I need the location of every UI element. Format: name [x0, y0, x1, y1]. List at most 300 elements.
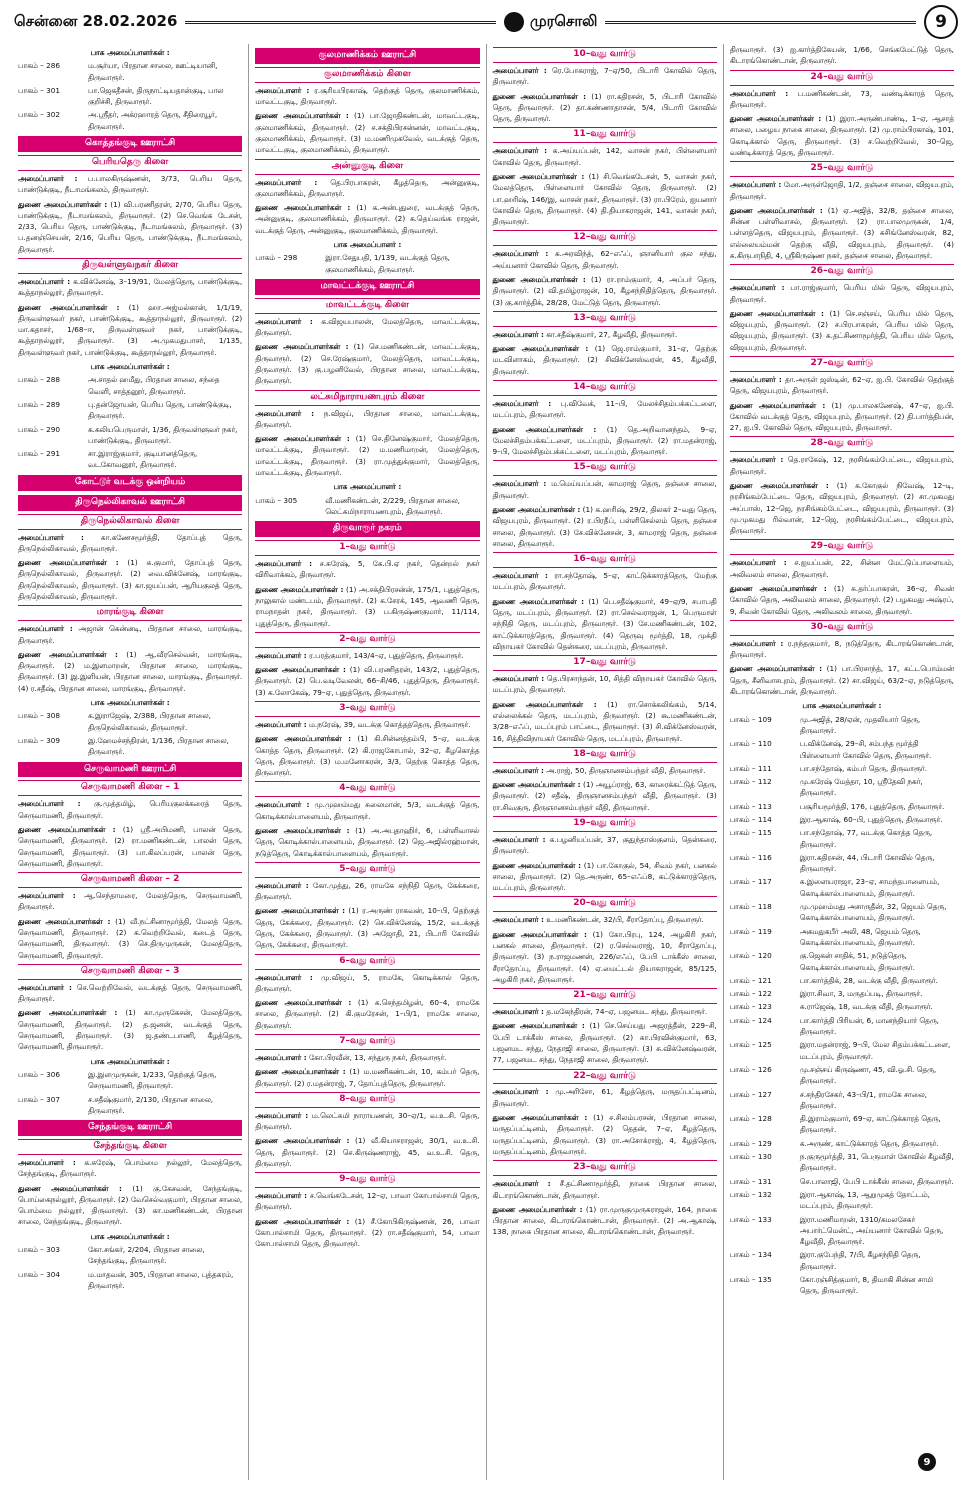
member-entry: [493, 673, 717, 696]
booth-entry: [730, 1176, 954, 1187]
booth-number: பாகம் – 118: [729, 902, 772, 912]
booth-entry: [18, 109, 242, 132]
member-entry: [493, 65, 717, 88]
booth-entry: [730, 1001, 954, 1012]
booth-entry: [730, 975, 954, 986]
member-entry: [730, 663, 954, 697]
role-label: துணை அமைப்பாளர்கள் :: [492, 344, 589, 354]
member-details: மு.விஜய், 5, ராமகே, கொடிக்கால் தெரு, திருவாரூர்.: [255, 972, 480, 993]
booth-entry: [18, 1069, 242, 1092]
role-label: அமைப்பாளர் :: [492, 1087, 549, 1097]
role-label: துணை அமைப்பாளர்கள் :: [492, 596, 585, 606]
role-label: அமைப்பாளர் :: [18, 624, 73, 634]
booth-list-heading: பாக அமைப்பாளர்கள் :: [90, 1231, 170, 1241]
member-details: (1) க.அன்புதுரை, வடக்குத் தெரு, அன்னுகுடி, குலமாணிக்கம், திருவாரூர். (2) க.தெய்வங்க ராஜன், வடக்குத் தெரு, அன்னுகுடி, குலமாணிக்கம், திருவாரூர்.: [255, 203, 480, 235]
member-details: (1) ம.மணிகண்டன், 10, கம்பர் தெரு, திருவாரூர். (2) ர.மதன்ராஜ், 7, தோப்புத்தெரு, திருவாரூர்.: [255, 1067, 480, 1088]
section-subheading: 16–வது வார்டு: [493, 552, 717, 568]
role-label: அமைப்பாளர் :: [255, 408, 315, 418]
member-entry: [18, 557, 242, 602]
section-banner: கோட்டூர் வடக்கு ஒன்றியம்: [18, 475, 242, 491]
section-subheading: 3–வது வார்டு: [255, 701, 479, 717]
booth-list-heading: பாக அமைப்பாளர்கள் :: [90, 1056, 170, 1066]
member-details: மோ.அருள்ஜோதி, 1/2, தஞ்சை சாலை, விஜயபுரம், திருவாரூர்.: [729, 180, 954, 201]
booth-agent: கு.ஜெகன் சாதிக், 51, நடுத்தெரு, கொடிக்கால்பாளையம், திருவாரூர்.: [799, 951, 915, 972]
section-subheading: 18–வது வார்டு: [493, 747, 717, 763]
section-subheading: 21–வது வார்டு: [493, 988, 717, 1004]
section-subheading: 13–வது வார்டு: [493, 311, 717, 327]
booth-list-heading: பாக அமைப்பாளர்கள் :: [90, 698, 170, 708]
booth-number: பாகம் – 288: [18, 375, 60, 385]
member-entry: [730, 557, 954, 580]
section-banner: கொத்தங்குடி ஊராட்சி: [18, 136, 242, 152]
booth-agent: ப.விக்னேஷ், 29–சி, சம்பந்த மூர்த்தி பிள்ளையார் கோவில் தெரு, திருவாரூர்.: [799, 739, 932, 760]
member-entry: [255, 408, 479, 431]
member-details: ர.நந்தகுமார், 8, நடுத்தெரு, கிடாரங்கொண்டான், திருவாரூர்.: [729, 638, 954, 660]
booth-entry: [730, 988, 954, 999]
column-1: [12, 44, 249, 1480]
booth-agent: ம.சூர்யா, பிரதான சாலை, ஊட்டியானி, திருவாரூர்.: [88, 61, 218, 82]
booth-entry: [730, 814, 954, 825]
booth-number: பாகம் – 298: [255, 253, 298, 263]
role-label: துணை அமைப்பாளர்கள் :: [18, 302, 120, 312]
role-label: அமைப்பாளர் :: [729, 88, 789, 98]
member-entry: [18, 532, 242, 555]
role-label: அமைப்பாளர் :: [18, 276, 71, 286]
member-entry: [255, 719, 479, 730]
booth-agent: இர.ஆகாஷ், 60–பி, புதுத்தெரு, திருவாரூர்.: [799, 815, 943, 824]
booth-number: பாகம் – 134: [729, 1250, 772, 1260]
role-label: துணை அமைப்பாளர்கள் :: [255, 342, 349, 352]
member-entry: [493, 699, 717, 744]
member-details: அ.ராஜ், 50, திருஞானசம்பந்தர் வீதி, திருவாரூர்.: [543, 765, 706, 775]
member-details: திருவாரூர். (3) ஐ.கார்த்திகேயன், 1/66, செங்கமேட்டுத் தெரு, கிடாரங்கொண்டான், திருவாரூர்.: [729, 45, 954, 66]
role-label: துணை அமைப்பாளர்கள் :: [492, 171, 585, 181]
role-label: துணை அமைப்பாளர்கள் :: [492, 1204, 583, 1214]
member-details: தெ.பிரபாகரன், கீழத்தெரு, அன்னுகுடி, குலமாணிக்கம், திருவாரூர்.: [255, 177, 480, 198]
section-subheading: செருவாமணி கிளை – 1: [18, 780, 242, 796]
booth-number: பாகம் – 112: [729, 777, 772, 787]
member-details: கோ.முத்து, 26, ராமகே சந்நிதி தெரு, கேக்கரை, திருவாரூர்.: [255, 880, 480, 902]
member-entry: [255, 664, 479, 698]
role-label: அமைப்பாளர் :: [18, 532, 84, 542]
member-entry: [493, 860, 717, 894]
role-label: அமைப்பாளர் :: [492, 329, 544, 339]
booth-entry: [730, 1138, 954, 1149]
member-details: (1) க.கோகுல் நிவேஷ், 12–டி, நரசிங்கம்பேட்டை தெரு, விஜயபுரம், திருவாரூர். (2) சா.முகமது அப்பாஸ், 12–ஜெ, நரசிங்கம்பேட்டை, விஜயபுரம், திருவாரூர். (3) மு.முகமது ரில்வான், 12–ஜெ, நரசிங்கம்பேட்டை, விஜயபுரம், திருவாரூர்.: [729, 481, 954, 536]
member-details: பு.விவேக், 11–பி, மேலச்சிதம்பக்கட்டளை, மடப்புரம், திருவாரூர்.: [492, 398, 717, 420]
booth-number: பாகம் – 309: [18, 735, 60, 745]
paper-logo-icon: [504, 12, 524, 32]
member-details: (1) ஹா.அஜ்மல்கான், 1/1/19, திருவள்ளுவர் நகர், பாண்டுக்குடி, கூத்தாநல்லூர், திருவாரூர். (2) மா.கதாசர், 1/68–ஈ, திருவள்ளுவர் நகர், பாண்டுக்குடி, கூத்தாநல்லூர், திருவாரூர். (3) அ.முகமதுபாசர், 1/135, திருவள்ளுவர் நகர், பாண்டுக்குடி, கூத்தாநல்லூர், திருவாரூர்.: [18, 302, 243, 357]
member-details: (1) செ.சஞ்சய், பெரிய மில் தெரு, விஜயபுரம், திருவாரூர். (2) ச.பிரபாகரன், பெரிய மில் தெரு, விஜயபுரம், திருவாரூர். (3) சு.தட்சிணாமூர்த்தி, பெரிய மில் தெரு, விஜயபுரம், திருவாரூர்.: [729, 308, 954, 352]
booth-entry: [730, 901, 954, 924]
section-subheading: திருவள்ளுவநகர் கிளை: [18, 258, 242, 274]
member-details: (1) சி.வெங்கடேசன், 5, வாசன் நகர், மேலத்தெரு, பிள்ளையார் கோவில் தெரு, திருவாரூர். (2) பா.ஹரிஷ், 146/இ, வாசன் நகர், திருவாரூர். (3) ரா.பிரேம், ஐயனார் கோவில் தெரு, திருவாரூர். (4) தி.தியாகராஜன், 141, வாசன் நகர், திருவாரூர்.: [492, 171, 717, 227]
booth-number: பாகம் – 123: [729, 1002, 772, 1012]
member-entry: [255, 584, 479, 629]
column-3: [487, 44, 724, 1480]
booth-agent: அகமதுகபீர் அலி, 48, ஜெயம் தெரு, கொடிக்கால்பாளையம், திருவாரூர்.: [799, 926, 921, 947]
booth-entry: [730, 1015, 954, 1038]
booth-agent: செ.பாலாஜி, பேபி டாக்கீஸ் சாலை, திருவாரூர்.: [799, 1176, 954, 1186]
section-subheading: பெரியதெரு கிளை: [18, 155, 242, 171]
role-label: துணை அமைப்பாளர்கள் :: [255, 434, 350, 444]
role-label: துணை அமைப்பாளர்கள் :: [729, 400, 826, 410]
section-subheading: லட்சுமிநாராயணபுரம் கிளை: [255, 390, 479, 406]
role-label: அமைப்பாளர் :: [492, 398, 552, 408]
booth-entry: [18, 1244, 242, 1267]
booth-agent: ச.சதீஷ்குமார், 2/130, பிரதான சாலை, திருவாரூர்.: [88, 1094, 214, 1115]
role-label: அமைப்பாளர் :: [18, 982, 72, 992]
member-entry: [493, 1204, 717, 1238]
booth-entry: [18, 60, 242, 83]
booth-number: பாகம் – 130: [729, 1152, 772, 1162]
role-label: அமைப்பாளர் :: [255, 972, 313, 982]
member-entry: [255, 85, 479, 108]
member-entry: [730, 454, 954, 477]
booth-entry: [730, 1249, 954, 1272]
role-label: துணை அமைப்பாளர்கள் :: [255, 111, 349, 121]
member-entry: [493, 570, 717, 593]
member-details: (1) ரா.கதிரசன், 5, பிடாரி கோவில் தெரு, திருவாரூர். (2) தா.கண்ணாதாசன், 5/4, பிடாரி கோவில் தெரு, திருவாரூர்.: [492, 91, 717, 124]
member-entry: [18, 199, 242, 255]
member-details: (1) ஏ.அஜித், 32/8, தஞ்சை சாலை, சின்ன பள்ளிவாசல், திருவாரூர். (2) ரா.பாலமுருகன், 1/4, பள்ளத்தெரு, விஜயபுரம், திருவாரூர். (3) சுசிங்னேஸ்வரன், 82, எல்லையம்மன் தெற்கு வீதி, விஜயபுரம், திருவாரூர். (4) சு.கிருபாநிதி, 4, ஸ்ரீகிருஷ்ண நகர், தஞ்சை சாலை, திருவாரூர்.: [729, 205, 954, 261]
member-entry: [255, 1135, 479, 1169]
booth-entry: [18, 399, 242, 422]
member-entry: [493, 398, 717, 421]
booth-agent: இரா.சிவா, 3, மருதப்படி, திருவாரூர்.: [799, 989, 923, 999]
member-entry: [730, 638, 954, 661]
booth-number: பாகம் – 109: [729, 714, 772, 724]
role-label: அமைப்பாளர் :: [492, 146, 548, 156]
booth-agent: மு.முஹம்மது அசாருதீன், 32, ஜெயம் தெரு, கொடிக்கால்பாளையம், திருவாரூர்.: [799, 902, 947, 923]
role-label: துணை அமைப்பாளர்கள் :: [492, 860, 582, 870]
role-label: அமைப்பாளர் :: [729, 374, 782, 384]
member-entry: [255, 433, 479, 478]
paper-name: முரசொலி: [529, 12, 598, 30]
role-label: அமைப்பாளர் :: [255, 1191, 308, 1201]
booth-list-heading: பாக அமைப்பாளர்கள் :: [90, 362, 170, 372]
member-details: ந.விஜய், பிரதான சாலை, மாவட்டக்குடி, திருவாரூர்.: [255, 408, 480, 429]
member-details: (1) அயூப்ராஜ், 63, காரைக்கட்டுத் தெரு, திருவாரூர். (2) சதீஷ், திருஞானசம்பந்தர் வீதி, திருவாரூர். (3) ரா.சிவகுரு, திருஞானசம்பந்தர் வீதி, திருவாரூர்.: [492, 780, 717, 812]
booth-entry: [730, 827, 954, 850]
member-details: (1) செ.தினேஷ்குமார், மேலத்தெரு, மாவட்டக்குடி, திருவாரூர். (2) ம.மணிமாறன், மேலத்தெரு, மாவட்டக்குடி, திருவாரூர். (3) ரா.முத்துக்குமார், மேலத்தெரு, மாவட்டக்குடி, திருவாரூர்.: [255, 434, 480, 478]
member-entry: [18, 824, 242, 869]
role-label: துணை அமைப்பாளர்கள் :: [492, 274, 586, 284]
booth-number: பாகம் – 308: [18, 711, 60, 721]
role-label: துணை அமைப்பாளர்கள் :: [492, 91, 587, 101]
section-subheading: 17–வது வார்டு: [493, 655, 717, 671]
role-label: துணை அமைப்பாளர்கள் :: [18, 916, 111, 926]
member-details: க.சுரேஷ், பொம்மை நல்லூர், மேலத்தெரு, சேந்தங்குடி, திருவாரூர்.: [18, 1157, 243, 1179]
member-entry: [18, 276, 242, 299]
booth-number: பாகம் – 135: [729, 1274, 772, 1284]
section-subheading: 9–வது வார்டு: [255, 1172, 479, 1188]
masthead: [0, 0, 972, 44]
role-label: துணை அமைப்பாளர்கள் :: [255, 1067, 346, 1077]
booth-agent: இரா.மணிமாறன், 1310/கமலசேகர் அபார்ட்மென்ட், அய்யனார் கோவில் தெரு, கீழவீதி, திருவாரூர்.: [799, 1214, 944, 1247]
booth-number: பாகம் – 121: [729, 975, 772, 985]
role-label: துணை அமைப்பாளர்கள் :: [18, 649, 118, 659]
role-label: அமைப்பாளர் :: [18, 891, 76, 901]
role-label: அமைப்பாளர் :: [18, 1157, 76, 1167]
member-entry: [730, 583, 954, 617]
masthead-rule: [185, 21, 496, 24]
member-entry: [493, 329, 717, 340]
booth-agent: தி.இராம்குமார், 69–ஏ, காட்டுக்காரத் தெரு, திருவாரூர்.: [799, 1114, 941, 1135]
role-label: துணை அமைப்பாளர்கள் :: [255, 1216, 350, 1226]
role-label: துணை அமைப்பாளர்கள் :: [18, 558, 119, 568]
member-details: க.விக்னேஷ், 3–19/91, மேலத்தெரு, பாண்டுக்குடி, கூத்தாநல்லூர், திருவாரூர்.: [18, 276, 243, 298]
booth-number: பாகம் – 286: [18, 61, 60, 71]
member-details: க.பழனியப்பன், 37, குதுந்தாஸ்குளம், தென்கரை, திருவாரூர்.: [492, 834, 717, 856]
booth-agent: ம.மாதவன், 305, பிரதான சாலை, புத்தகரம், திருவாரூர்.: [88, 1269, 234, 1290]
member-entry: [493, 343, 717, 377]
member-details: க.விஜயபாலன், மேலத்தெரு, மாவட்டக்குடி, திருவாரூர்.: [255, 316, 480, 338]
section-subheading: 28–வது வார்டு: [730, 436, 954, 452]
member-details: (1) பெ.சதீஷ்குமார், 49–ஏ/9, சபாபதி தெரு, மடப்புரம், திருவாரூர். (2) ரா.செல்வராஜன், 1, பெருமாள் சந்நிதி தெரு, மடப்புரம், திருவாரூர். (3) சே.மணிகண்டன், 102, காட்டுக்காரத்தெரு, திருவாரூர். (4) தெருவு மூர்த்தி, 18, முக்தி விநாயகர் கோவில் தென்கரை, மடப்புரம், திருவாரூர்.: [492, 596, 717, 651]
role-label: அமைப்பாளர் :: [18, 173, 78, 183]
member-entry: [255, 799, 479, 822]
member-entry: [18, 916, 242, 961]
member-details: (1) ஜெ.ராம்குமார், 31–ஏ, தெற்கு மடவிளாகம், திருவாரூர். (2) சிவிக்னேஸ்வரன், 45, கீழவீதி, திருவாரூர்.: [492, 344, 717, 376]
role-label: அமைப்பாளர் :: [729, 455, 784, 465]
booth-agent: இரா.சேதுபதி, 1/139, வடக்குத் தெரு, குலமாணிக்கம், திருவாரூர்.: [325, 253, 450, 274]
member-entry: [493, 834, 717, 857]
role-label: துணை அமைப்பாளர்கள் :: [729, 664, 823, 674]
member-details: ச.சுரேஷ், 5, கே.பி.ஏ நகர், தென்றல் நகர் விரிவாக்கம், திருவாரூர்.: [255, 559, 480, 580]
member-entry: [255, 825, 479, 859]
member-details: (1) இரா.அருண்பாண்டி, 1–ஏ, ஆசாத் சாலை, பழைய நாகை சாலை, திருவாரூர். (2) மு.ராம்பிரகாஷ், 101, கொடிக்கால் தெரு, திருவாரூர். (3) ச.வெற்றிவேல், 30–ஜெ, வண்டிக்காரத் தெரு, திருவாரூர்.: [729, 114, 954, 158]
role-label: அமைப்பாளர் :: [255, 800, 310, 810]
member-entry: [255, 558, 479, 581]
section-subheading: 19–வது வார்டு: [493, 816, 717, 832]
booth-agent: இரா.மதன்ராஜ், 9–பி, மேல சிதம்பக்கட்டளை, மடப்புரம், திருவாரூர்.: [799, 1040, 951, 1061]
booth-number: பாகம் – 119: [729, 926, 772, 936]
booth-number: பாகம் – 306: [18, 1069, 60, 1079]
member-details: (1) கோ.பிரபு, 124, அழகிரி நகர், பனகல் சாலை, திருவாரூர். (2) ர.செல்வராஜ், 10, சீராதோப்பு, திருவாரூர். (3) ந.ராஜமணன், 226/எஃப், பேபி டாக்கீஸ் சாலை, சீராதோப்பு, திருவாரூர். (4) ஏ.மைட்டல் தியாகராஜன், 85/125, அழகிரி நகர், திருவாரூர்.: [492, 929, 717, 984]
booth-number: பாகம் – 126: [729, 1064, 772, 1074]
role-label: அமைப்பாளர் :: [255, 559, 313, 569]
role-label: துணை அமைப்பாளர்கள் :: [492, 1021, 585, 1031]
masthead-rule: [605, 21, 916, 24]
booth-agent: வீ.மணிகண்டன், 2/229, பிரதான சாலை, லெட்சுமிநாராயணபுரம், திருவாரூர்.: [325, 495, 460, 516]
booth-entry: [18, 448, 242, 471]
member-details: கா.சதீஷ்குமார், 27, கீழவீதி, திருவாரூர்.: [543, 329, 678, 339]
booth-entry: [18, 85, 242, 108]
booth-agent: க.கலியபெருமாள், 1/36, திருவள்ளுவர் நகர், பாண்டுக்குடி, திருவாரூர்.: [88, 424, 238, 445]
booth-entry: [730, 1039, 954, 1062]
booth-number: பாகம் – 302: [18, 110, 60, 120]
member-details: (1) தெ.அறிவானந்தம், 9–ஏ, மேலச்சிதம்பக்கட்டளை, மடப்புரம், திருவாரூர். (2) ரா.மதன்ராஜ், 9–பி, மேலச்சிதம்பக்கட்டளை, மடப்புரம், திருவாரூர்.: [492, 424, 717, 457]
booth-entry: [18, 735, 242, 758]
booth-number: பாகம் – 131: [729, 1176, 772, 1186]
member-details: (1) ர.அருண் ராகவன், 10–பி, தெற்குத் தெரு, கேக்கரை, திருவாரூர். (2) செ.விக்னேஷ், 15/2, வடக்குத் தெரு, கேக்கரை, திருவாரூர். (3) அஜோதி, 21, பிடாரி கோவில் தெரு, கேக்கரை, திருவாரூர்.: [255, 906, 480, 950]
member-details: (1) கு.கேசவன், சேந்தங்குடி, பொய்கைநல்லூர், திருவாரூர். (2) வேசெல்வகுமார், பிரதான சாலை, பொம்மை நல்லூர், திருவாரூர். (3) கா.மணிகண்டன், பிரதான சாலை, சேந்தங்குடி, திருவாரூர்.: [18, 1183, 243, 1227]
booth-agent: பா.சந்தோஷ், 77, வடக்கு கொத்த தெரு, திருவாரூர்.: [799, 828, 933, 849]
role-label: அமைப்பாளர் :: [729, 283, 785, 293]
role-label: அமைப்பாளர் :: [255, 85, 310, 95]
member-entry: [18, 649, 242, 694]
booth-number: பாகம் – 127: [729, 1089, 772, 1099]
member-entry: [255, 316, 479, 339]
role-label: துணை அமைப்பாளர்கள் :: [492, 929, 587, 939]
section-subheading: 14–வது வார்டு: [493, 380, 717, 396]
section-subheading: 24–வது வார்டு: [730, 70, 954, 86]
role-label: துணை அமைப்பாளர்கள் :: [18, 199, 108, 209]
member-entry: [730, 374, 954, 397]
section-subheading: 4–வது வார்டு: [255, 781, 479, 797]
role-label: துணை அமைப்பாளர்கள் :: [255, 584, 344, 594]
member-details: (1) வி.பரணிதரன், 143/2, புதுத்தெரு, திருவாரூர். (2) பெ.வடிவேலன், 66–சி/46, புதுத்தெரு, திருவாரூர். (3) க.லோகேஷ், 79–ஏ, புதுத்தெரு, திருவாரூர்.: [255, 665, 480, 697]
member-details: (1) க.ஹரிஷ், 29/2, திலகர் 2–வது தெரு, விஜயபுரம், திருவாரூர். (2) ர.பிரதீப், பள்ளிசெல்லம் தெரு, தஞ்சை சாலை, திருவாரூர். (3) சே.விக்னேசன், 3, காமராஜ் தெரு, தஞ்சை சாலை, திருவாரூர்.: [492, 504, 717, 548]
member-entry: [493, 1086, 717, 1109]
member-details: தெ.பிரசாந்தன், 10, சித்தி விநாயகர் கோவில் தெரு, மடப்புரம், திருவாரூர்.: [492, 674, 717, 695]
booth-entry: [730, 738, 954, 761]
role-label: அமைப்பாளர் :: [729, 180, 782, 190]
member-entry: [255, 880, 479, 903]
section-subheading: 29–வது வார்டு: [730, 539, 954, 555]
member-details: ச.ஐயப்பன், 22, சின்ன மேட்டுப்பாளையம், அலிவலம் சாலை, திருவாரூர்.: [729, 558, 954, 579]
booth-list-heading: பாக அமைப்பாளர்கள் :: [90, 48, 170, 57]
member-details: ச.வெங்கடேசன், 12–ஏ, பாவா கோபால்சாமி தெரு, திருவாரூர்.: [255, 1191, 480, 1212]
role-label: அமைப்பாளர் :: [492, 834, 546, 844]
role-label: துணை அமைப்பாளர்கள் :: [18, 1183, 122, 1193]
role-label: அமைப்பாளர் :: [729, 638, 784, 648]
section-subheading: 20–வது வார்டு: [493, 896, 717, 912]
member-details: ம.நரேஷ், 39, வடக்கு கொத்தத்தெரு, திருவாரூர்.: [306, 719, 471, 729]
section-subheading: 6–வது வார்டு: [255, 954, 479, 970]
section-subheading: 26–வது வார்டு: [730, 264, 954, 280]
article-columns: [0, 44, 972, 1480]
section-subheading: 8–வது வார்டு: [255, 1092, 479, 1108]
booth-agent: க.இளையராஜா, 23–ஏ, சாமந்தபாளையம், கொடிக்கால்பாளையம், திருவாரூர்.: [799, 877, 940, 898]
booth-agent: பா.ஜெகதீசன், திருநாட்டியதான்குடி, பால குறிச்சி, திருவாரூர்.: [88, 85, 224, 107]
booth-number: பாகம் – 307: [18, 1094, 60, 1104]
role-label: அமைப்பாளர் :: [729, 558, 787, 568]
booth-agent: இரா.ஆகாஷ், 13, ஆறுமுகத் தோட்டம், மடப்புரம், திருவாரூர்.: [799, 1189, 930, 1211]
booth-entry: [18, 374, 242, 397]
section-subheading: அன்னுகுடி கிளை: [255, 159, 479, 175]
role-label: துணை அமைப்பாளர்கள் :: [729, 114, 822, 124]
booth-entry: [18, 1269, 242, 1292]
booth-entry: [730, 926, 954, 949]
booth-number: பாகம் – 133: [729, 1214, 772, 1224]
role-label: அமைப்பாளர் :: [492, 479, 547, 489]
booth-entry: [730, 1113, 954, 1136]
masthead-title: [504, 12, 598, 32]
member-details: (1) ரா.முருகுமுருகராஜன், 164, நாகை பிரதான சாலை, கிடாரங்கொண்டான், திருவாரூர். (2) அ.ஆகாஷ், 138, நாகை பிரதான சாலை, கிடாரங்கொண்டான், திருவாரூர்.: [492, 1204, 717, 1237]
member-details: (1) கா.முருகேசன், மேலத்தெரு, செருவாமணி, திருவாரூர். (2) த.ஜனன், வடக்குத் தெரு, செருவாமணி, திருவாரூர். (3) ஜ.தண்டபாணி, கீழத்தெரு, செருவாமணி, திருவாரூர்.: [18, 1008, 243, 1052]
role-label: அமைப்பாளர் :: [492, 1007, 544, 1017]
member-entry: [255, 1216, 479, 1250]
booth-number: பாகம் – 124: [729, 1015, 772, 1025]
member-details: (1) வி.பரணிதரன், 2/70, பெரிய தெரு, பாண்டுக்குடி, நீடாமங்கலம், திருவாரூர். (2) செ.வெங்க டேசன், 2/33, பெரிய தெரு, பாண்டுக்குடி, நீடாமங்கலம், திருவாரூர். (3) ப.தனஞ்செயன், 2/16, பெரிய தெரு, பாண்டுக்குடி, நீடாமங்கலம், திருவாரூர்.: [18, 199, 243, 254]
section-subheading: 30–வது வார்டு: [730, 620, 954, 636]
booth-agent: இரா.கதிரசன், 44, பிடாரி கோவில் தெரு, திருவாரூர்.: [799, 852, 935, 874]
member-details: ர.பரத்குமார், 143/4–ஏ, புதுத்தெரு, திருவாரூர்.: [306, 650, 464, 660]
role-label: துணை அமைப்பாளர்கள் :: [255, 734, 352, 744]
role-label: துணை அமைப்பாளர்கள் :: [492, 699, 597, 709]
member-entry: [255, 1190, 479, 1213]
member-details: மு.அரிசோ, 61, கீழத்தெரு, மருதப்பட்டினம், திருவாரூர்.: [492, 1087, 717, 1108]
section-subheading: மாரங்குடி கிளை: [18, 605, 242, 621]
column-2: [249, 44, 486, 1480]
role-label: அமைப்பாளர் :: [255, 316, 313, 326]
booth-entry: [18, 710, 242, 733]
member-entry: [493, 1006, 717, 1017]
booth-agent: இரா.குபேந்தி, 7/பி, கீழசந்நிதி தெரு, திருவாரூர்.: [799, 1250, 921, 1271]
section-subheading: 2–வது வார்டு: [255, 632, 479, 648]
section-subheading: 22–வது வார்டு: [493, 1069, 717, 1085]
member-entry: [255, 110, 479, 155]
booth-agent: கோ.சங்கர், 2/204, பிரதான சாலை, சேந்தங்குடி, திருவாரூர்.: [88, 1245, 205, 1266]
booth-number: பாகம் – 301: [18, 85, 60, 95]
member-entry: [255, 1066, 479, 1089]
member-details: மு.முஹம்மது சுலைமான், 5/3, வடக்குத் தெரு, கொடிக்கால்பாளையம், திருவாரூர்.: [255, 800, 480, 821]
section-subheading: 7–வது வார்டு: [255, 1034, 479, 1050]
role-label: துணை அமைப்பாளர்கள் :: [255, 998, 352, 1008]
booth-number: பாகம் – 116: [729, 852, 772, 862]
member-entry: [730, 179, 954, 202]
section-banner: மாவட்டக்குடி ஊராட்சி: [255, 279, 479, 295]
member-entry: [493, 274, 717, 308]
member-details: (1) ரா.சொக்கலிங்கம், 5/14, எல்லைக்கல் தெரு, மடப்புரம், திருவாரூர். (2) கூ.மணிகண்டன், 3/28–எஃப், மடப்புரம் பாட்டை, திருவாரூர். (3) சி.விக்னேஸ்வரன், 16, சித்திவிநாயகர் கோவில் தெரு, மடப்புரம், திருவாரூர்.: [492, 699, 717, 743]
role-label: அமைப்பாளர் :: [492, 571, 548, 581]
role-label: அமைப்பாளர் :: [492, 1179, 551, 1189]
member-entry: [18, 890, 242, 913]
booth-number: பாகம் – 125: [729, 1040, 772, 1050]
booth-entry: [730, 714, 954, 737]
section-subheading: 15–வது வார்டு: [493, 460, 717, 476]
member-entry: [255, 341, 479, 386]
role-label: துணை அமைப்பாளர்கள் :: [729, 481, 829, 490]
booth-agent: கோ.ரஞ்சித்குமார், 8, திமாகி சின்ன சாமி தெரு, திருவாரூர்.: [799, 1274, 933, 1296]
member-details: ப.மணிகண்டன், 73, வண்டிக்காரத் தெரு, திருவாரூர்.: [729, 88, 954, 109]
member-entry: [255, 905, 479, 950]
booth-agent: பா.கார்த்திக், 28, வடக்கு வீதி, திருவாரூர்.: [799, 975, 938, 985]
section-banner: திருவாரூர் நகரம்: [255, 521, 479, 537]
member-details: ம.லெட்சுமி நாராயணன், 30–ஏ/1, வ.உ.சி. தெரு, திருவாரூர்.: [255, 1110, 480, 1132]
booth-list-heading: பாக அமைப்பாளர்கள் :: [802, 701, 882, 711]
booth-number: பாகம் – 110: [729, 739, 772, 749]
role-label: அமைப்பாளர் :: [255, 1052, 307, 1062]
booth-entry: [730, 852, 954, 875]
booth-entry: [18, 424, 242, 447]
footer-page-number: 9: [918, 1453, 936, 1471]
member-details: (1) ரா.ராம்குமார், 4, அப்பர் தெரு, திருவாரூர். (2) வி.தமிழ்ராஜன், 10, கீழசந்நிதித்தெரு, திருவாரூர். (3) கு.கார்த்திக், 28/28, மேட்டுத் தெரு, திருவாரூர்.: [492, 274, 717, 307]
booth-entry: [730, 950, 954, 973]
role-label: அமைப்பாளர் :: [255, 650, 307, 660]
member-entry: [493, 478, 717, 501]
booth-number: பாகம் – 305: [255, 495, 298, 505]
role-label: துணை அமைப்பாளர்கள் :: [18, 824, 116, 834]
role-label: அமைப்பாளர் :: [255, 719, 307, 729]
booth-number: பாகம் – 129: [729, 1138, 772, 1148]
section-subheading: 12–வது வார்டு: [493, 230, 717, 246]
member-details: உ.மணிகண்டன், 32/பி, சீராதோப்பு, திருவாரூர்.: [543, 915, 704, 925]
booth-number: பாகம் – 117: [729, 877, 772, 887]
booth-entry: [730, 763, 954, 774]
member-entry: [255, 972, 479, 995]
section-subheading: சேந்தங்குடி கிளை: [18, 1139, 242, 1155]
member-entry: [255, 733, 479, 778]
booth-agent: இ.ஹேமச்சந்திரன், 1/136, பிரதான சாலை, திருவாரூர்.: [88, 735, 229, 757]
page-number-badge: 9: [924, 5, 958, 39]
member-details: தெ.ராகேஷ், 12, நரசிங்கம்பேட்டை, விஜயபுரம், திருவாரூர்.: [729, 455, 954, 476]
member-details: (1) செ.மணிகண்டன், மாவட்டக்குடி, திருவாரூர். (2) செ.ரேஷ்குமார், மேலத்தெரு, மாவட்டக்குடி, திருவாரூர். (3) கு.பழனிவேல், பிரதான சாலை, மாவட்டக்குடி, திருவாரூர்.: [255, 342, 480, 386]
booth-agent: மு.அஜித், 28/ஏன், முதலியார் தெரு, திருவாரூர்.: [799, 714, 921, 735]
